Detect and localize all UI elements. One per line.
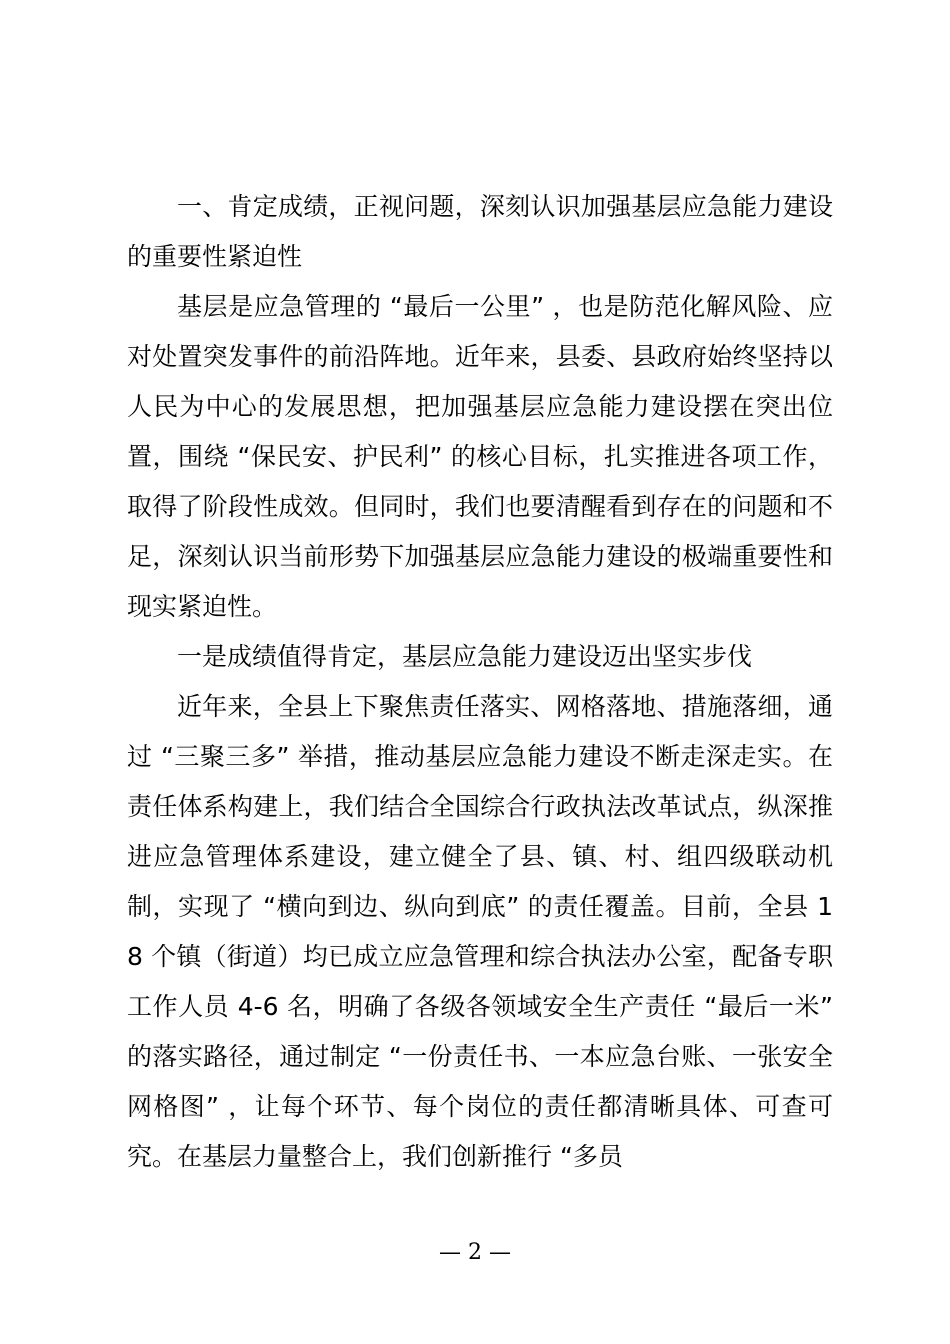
body-paragraph: 近年来，全县上下聚焦责任落实、网格落地、措施落细，通过 “三聚三多” 举措，推动基层应急能力建设不断走深走实。在责任体系构建上，我们结合全国综合行政执法改革试点，纵深推进应急管理体系建设，建立健全了县、镇、村、组四级联动机制，实现了 “横向到边、纵向到底” 的责任覆盖。目前，全县 18 个镇（街道）均已成立应急管理和综合执法办公室，配备专职工作人员 4-6 名，明确了各级各领域安全生产责任 “最后一米” 的落实路径，通过制定 “一份责任书、一本应急台账、一张安全网格图” ，让每个环节、每个岗位的责任都清晰具体、可查可究。在基层力量整合上，我们创新推行 “多员 [127, 692, 833, 1171]
page-number: — 2 — [439, 1240, 511, 1265]
subsection-heading: 一是成绩值得肯定，基层应急能力建设迈出坚实步伐 [177, 642, 753, 671]
section-heading: 一、肯定成绩，正视问题，深刻认识加强基层应急能力建设的重要性紧迫性 [127, 192, 833, 271]
body-paragraph: 基层是应急管理的 “最后一公里” ，也是防范化解风险、应对处置突发事件的前沿阵地。近年来，县委、县政府始终坚持以人民为中心的发展思想，把加强基层应急能力建设摆在突出位置，围绕 “保民安、护民利” 的核心目标，扎实推进各项工作，取得了阶段性成效。但同时，我们也要清醒看到存在的问题和不足，深刻认识当前形势下加强基层应急能力建设的极端重要性和现实紧迫性。 [127, 292, 833, 621]
document-body [127, 182, 833, 1182]
